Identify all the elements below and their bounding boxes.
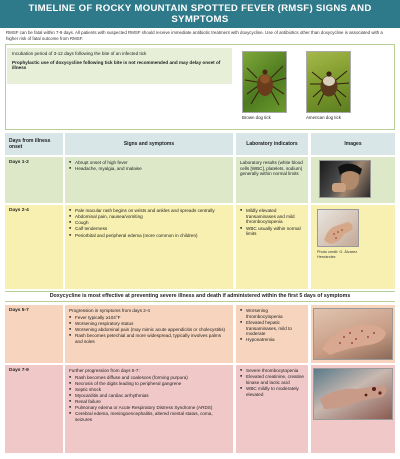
symptom-item: ■ Renal failure: [69, 399, 229, 405]
title-bar: [0, 0, 400, 28]
lab-item: ■ Elevated creatinine, creatine kinase and lactic acid: [240, 374, 304, 385]
table-row-days-1-2: [5, 157, 395, 203]
lab-cell: [236, 205, 308, 289]
lab-item: ■ Worsening thrombocytopenia: [240, 308, 304, 319]
lab-item: ■ Mildly elevated transaminases and mild thrombocytopenia: [240, 208, 304, 225]
symptom-item: ■ Rash becomes diffuse and coalesces (forming purpura): [69, 375, 229, 381]
incubation-section: [5, 44, 395, 130]
symptom-item: ■ Headache, myalgia, and malaise: [69, 166, 229, 172]
symptom-item: ■ Rash becomes petechial and more widespread, typically involves palms and soles: [69, 333, 229, 344]
symptom-item: ■ Pale macular rash begins on wrists and ankles and spreads centrally: [69, 208, 229, 214]
table-header: [5, 133, 395, 155]
lab-item: ■ Hyponatremia: [240, 337, 304, 343]
symptom-item: ■ Abrupt onset of high fever: [69, 160, 229, 166]
signs-cell: [65, 157, 233, 203]
days-label: Days 5-7: [5, 305, 63, 363]
progression-lead: Further progression from days 5-7:: [69, 368, 140, 373]
progression-lead: Progression in symptoms from days 2-4: [69, 308, 150, 313]
lab-item: ■ WBC mildly to moderately elevated: [240, 386, 304, 397]
patient-headache-image: [319, 160, 371, 198]
lab-cell: [236, 365, 308, 453]
brown-dog-tick-image: [242, 51, 287, 113]
signs-cell: [65, 305, 233, 363]
signs-cell: [65, 365, 233, 453]
header-days: Days from illness onset: [5, 133, 63, 155]
symptom-item: ■ Fever typically ≥104°F: [69, 315, 229, 321]
lab-item: ■ Elevated hepatic transaminases, mild to moderate: [240, 320, 304, 337]
symptom-item: ■ Calf tenderness: [69, 226, 229, 232]
photo-credit: Photo credit: G. Álvarez Hernández: [317, 250, 358, 259]
lab-cell: [236, 305, 308, 363]
symptom-item: ■ Necrosis of the digits leading to peripheral gangrene: [69, 381, 229, 387]
doxycycline-banner: [5, 291, 395, 302]
petechial-rash-foot-image: [313, 308, 393, 360]
gangrene-hand-image: [313, 368, 393, 420]
table-row-days-7-9: [5, 365, 395, 453]
brown-dog-tick-caption: Brown dog tick: [242, 115, 271, 120]
american-dog-tick-caption: American dog tick: [306, 115, 341, 120]
days-label: Days 1-2: [5, 157, 63, 203]
table-row-days-2-4: [5, 205, 395, 289]
american-dog-tick-image: [306, 51, 351, 113]
doxycycline-banner-text: Doxycycline is most effective at preventing severe illness and death if administered within the first 5 days of symptoms: [49, 293, 351, 300]
symptom-item: ■ Abdominal pain, nausea/vomiting: [69, 214, 229, 220]
image-cell: [311, 157, 395, 203]
table-row-days-5-7: [5, 305, 395, 363]
image-cell: [311, 305, 395, 363]
symptom-item: ■ Cough: [69, 220, 229, 226]
lab-cell: Laboratory results (white blood cells [WBC], platelets, sodium) generally within normal limits: [236, 157, 308, 203]
symptom-item: ■ Worsening abdominal pain (may mimic acute appendicitis or cholecystitis): [69, 327, 229, 333]
lab-item: ■ Severe thrombocytopenia: [240, 368, 304, 374]
prophylaxis-warning: Prophylactic use of doxycycline following tick bite is not recommended and may delay onset of illness: [12, 59, 221, 71]
symptom-item: ■ Periorbital and peripheral edema (more common in children): [69, 233, 229, 239]
image-cell: [311, 365, 395, 453]
days-label: Days 7-9: [5, 365, 63, 453]
symptom-item: ■ Myocarditis and cardiac arrhythmias: [69, 393, 229, 399]
rash-hand-image: [317, 209, 359, 247]
header-lab: Laboratory indicators: [236, 133, 308, 155]
days-label: Days 2-4: [5, 205, 63, 289]
symptom-item: ■ Cerebral edema, meningoencephalitis, altered mental status, coma, seizures: [69, 411, 229, 422]
signs-cell: [65, 205, 233, 289]
symptom-item: ■ Pulmonary edema or Acute Respiratory Distress Syndrome (ARDS): [69, 405, 229, 411]
header-images: Images: [311, 133, 395, 155]
incubation-box: [7, 48, 232, 84]
incubation-period-text: Incubation period of 3-12 days following the bite of an infected tick: [12, 51, 147, 56]
header-signs: Signs and symptoms: [65, 133, 233, 155]
symptom-item: ■ Septic shock: [69, 387, 229, 393]
image-cell: [311, 205, 395, 289]
symptom-item: ■ Worsening respiratory status: [69, 321, 229, 327]
lab-item: ■ WBC usually within normal limits: [240, 226, 304, 237]
intro-text: RMSF can be fatal within 7-9 days. All patients with suspected RMSF should receive immediate antibiotic treatment with doxycycline. Use of antibiotics other than doxycycline is associated with a higher risk of fatal outcome from RMSF.: [6, 30, 383, 41]
page-title: TIMELINE OF ROCKY MOUNTAIN SPOTTED FEVER (RMSF) SIGNS AND SYMPTOMS: [28, 2, 372, 25]
